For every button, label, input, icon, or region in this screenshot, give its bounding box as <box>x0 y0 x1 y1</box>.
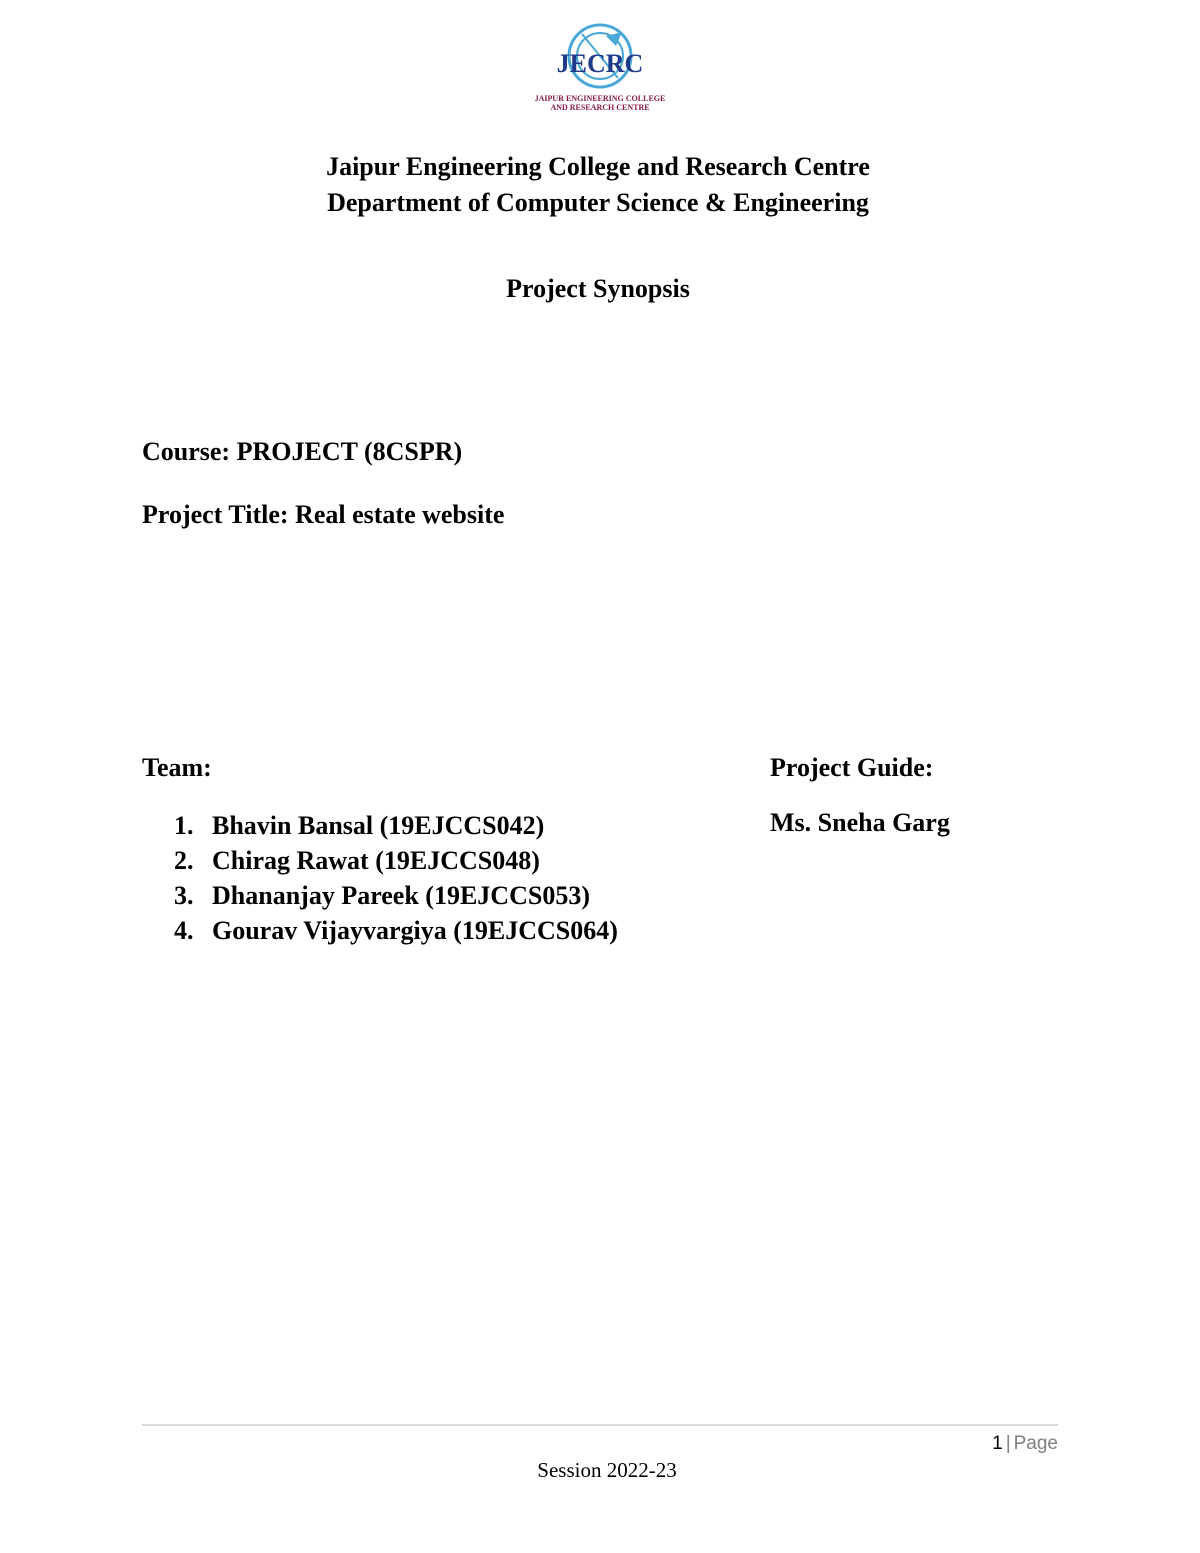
list-number: 4. <box>174 916 194 945</box>
team-member-name: Dhananjay Pareek (19EJCCS053) <box>212 881 590 910</box>
department-name: Department of Computer Science & Engineering <box>327 188 869 217</box>
footer-divider <box>142 1424 1058 1426</box>
team-member <box>174 878 618 913</box>
page-separator: | <box>1005 1433 1011 1454</box>
team-member-name: Bhavin Bansal (19EJCCS042) <box>212 811 545 840</box>
page-label: Page <box>1013 1433 1058 1454</box>
team-heading: Team: <box>142 753 212 782</box>
document-title: Project Synopsis <box>506 274 690 303</box>
team-member <box>174 843 618 878</box>
logo-caption-line1: JAIPUR ENGINEERING COLLEGE <box>534 94 666 103</box>
list-number: 1. <box>174 811 194 840</box>
list-number: 3. <box>174 881 194 910</box>
team-member <box>174 913 618 948</box>
team-member <box>174 808 618 843</box>
jecrc-logo-graphic <box>520 22 680 114</box>
college-logo <box>520 22 680 114</box>
page-indicator <box>992 1433 1058 1455</box>
team-member-list <box>174 808 618 948</box>
session-footer: Session 2022-23 <box>537 1458 677 1482</box>
team-member-name: Gourav Vijayvargiya (19EJCCS064) <box>212 916 618 945</box>
page-number: 1 <box>992 1433 1003 1454</box>
course-line: Course: PROJECT (8CSPR) <box>142 437 463 466</box>
logo-mark-text: JECRC <box>556 49 644 78</box>
team-member-name: Chirag Rawat (19EJCCS048) <box>212 846 540 875</box>
college-name: Jaipur Engineering College and Research Centre <box>326 152 870 181</box>
logo-caption-line2: AND RESEARCH CENTRE <box>550 103 650 112</box>
guide-heading: Project Guide: <box>770 753 934 782</box>
list-number: 2. <box>174 846 194 875</box>
guide-name: Ms. Sneha Garg <box>770 808 950 837</box>
project-title-line: Project Title: Real estate website <box>142 500 505 529</box>
